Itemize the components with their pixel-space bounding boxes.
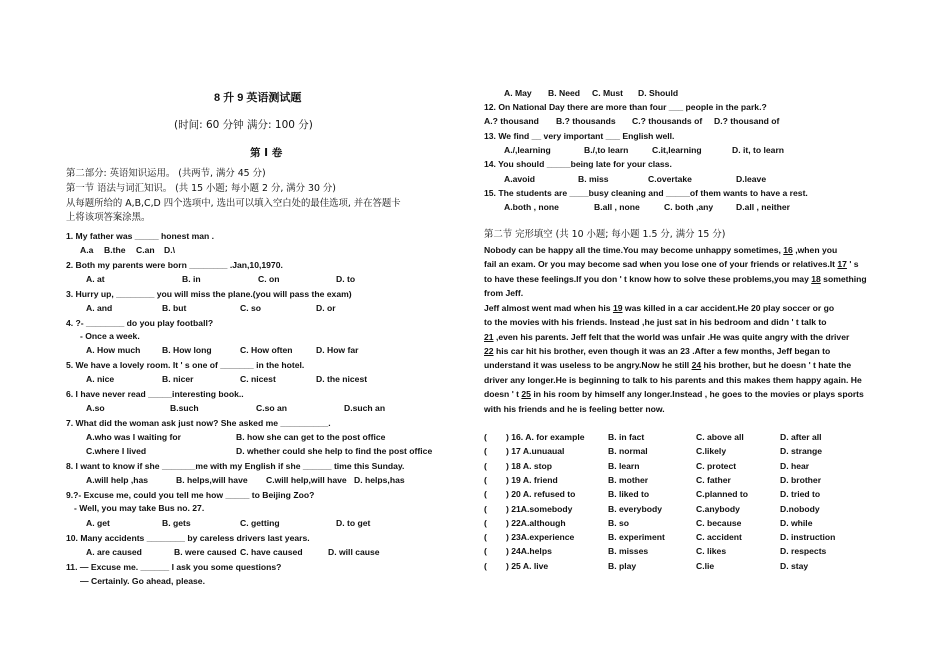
option: B. Need [548,88,580,98]
option: A.? thousand [484,116,539,126]
passage-line: fail an exam. Or you may become sad when you lose one of your friends or relatives.It 17 ' s [484,259,859,269]
option: A.so [86,403,105,413]
time-info: (时间: 60 分钟 满分: 100 分) [174,119,313,131]
option: C.so an [256,403,288,413]
option: D. to get [336,518,371,528]
cloze-item: ) 18 A. stop [506,460,552,471]
cloze-item: ) 20 A. refused to [506,489,576,500]
option: D. stay [780,560,809,571]
cloze-item: ) 21A.somebody [506,503,573,514]
blank-22: 22 [484,346,494,356]
option: C.lie [696,560,715,571]
question-stem: 5. We have a lovely room. It ' s one of _______ in the hotel. [66,360,305,370]
passage-line: 22 his car hit his brother, even though it was an 23 .After a few months, Jeff began to [484,346,831,356]
answer-paren: ( [484,446,487,457]
option: B.such [170,403,199,413]
option: B.the [104,245,126,255]
cloze-item: ) 19 A. friend [506,474,558,485]
option: B. How long [162,345,212,355]
option: D. tried to [780,489,821,500]
question-stem: 13. We find __ very important ___ English well. [484,131,675,141]
blank-19: 19 [612,303,623,313]
answer-paren: ( [484,560,487,571]
option: D. strange [780,446,823,457]
option: C.anybody [696,503,740,514]
passage-line: to have these feelings.If you don ' t know how to solve these problems,you may 18 something [484,274,867,284]
option: A.both , none [504,202,559,212]
instruction-line-2: 上将该项答案涂黑。 [66,212,151,223]
option: A.who was I waiting for [86,432,182,442]
question-stem: 11. — Excuse me. ______ I ask you some questions? [66,562,282,572]
option: B. everybody [608,503,662,514]
question-stem: 8. I want to know if she _______me with my English if she ______ time this Sunday. [66,461,405,471]
option: D. respects [780,546,827,557]
option: D. while [780,517,813,528]
answer-paren: ( [484,489,487,500]
option: B.? thousands [556,116,616,126]
option: B. but [162,303,187,313]
option: B. in fact [608,432,645,442]
answer-paren: ( [484,474,487,485]
question-stem-reply: - Once a week. [80,331,140,341]
option: C. so [240,303,262,313]
answer-paren: ( [484,503,487,514]
option: B. normal [608,446,648,457]
option: C. How often [240,345,293,355]
option: B. learn [608,460,640,471]
question-stem-reply: — Certainly. Go ahead, please. [80,576,205,586]
passage-line: with his friends and he is feeling better now. [484,404,665,414]
option: D. hear [780,460,810,471]
option: C. Must [592,88,624,98]
blank-25: 25 [521,389,531,399]
passage-line: doesn ' t 25 in his room by himself any longer.Instead , he goes to the movies or plays sports [484,389,864,399]
option: D. it, to learn [732,145,785,155]
option: D.all , neither [736,202,790,212]
option: D. after all [780,432,822,442]
option: D.such an [344,403,386,413]
part2-heading: 第二部分: 英语知识运用。 (共两节, 满分 45 分) [66,168,266,179]
answer-paren: ( [484,546,487,557]
option: C.will help,will have [266,475,347,485]
option: C. father [696,474,731,485]
cloze-item: ) 23A.experience [506,532,575,543]
cloze-item: ) 17 A.unuaual [506,446,565,457]
option: C. likes [696,546,727,557]
option: D.? thousand of [714,116,780,126]
blank-24: 24 [691,360,702,370]
option: B. helps,will have [176,475,248,485]
option: A. and [86,303,113,313]
option: B. how she can get to the post office [236,432,386,442]
option: D. instruction [780,532,836,543]
option: A. at [86,274,105,284]
option: D. brother [780,474,822,485]
option: B.all , none [594,202,640,212]
exam-title: 8 升 9 英语测试题 [214,92,302,104]
blank-18: 18 [811,274,821,284]
option: B. gets [162,518,191,528]
cloze-item: ) 22A.although [506,517,566,528]
option: B. mother [608,474,649,485]
question-stem-reply: - Well, you may take Bus no. 27. [74,503,205,513]
option: A.will help ,has [86,475,149,485]
option: C. accident [696,532,742,543]
option: C. nicest [240,374,276,384]
option: A. May [504,88,532,98]
passage-line: Nobody can be happy all the time.You may become unhappy sometimes, 16 ,when you [484,245,838,255]
option: C.planned to [696,489,749,500]
question-stem: 1. My father was _____ honest man . [66,231,215,241]
option: A. nice [86,374,115,384]
option: A./,learning [504,145,551,155]
section1-heading: 第一节 语法与词汇知识。 (共 15 小题; 每小题 2 分, 满分 30 分) [66,183,336,194]
option: C.an [136,245,155,255]
option: A.avoid [504,174,536,184]
option: C. getting [240,518,280,528]
volume-label: 第 Ⅰ 卷 [250,147,283,159]
option: A. How much [86,345,141,355]
option: B./,to learn [584,145,629,155]
question-stem: 9.?- Excuse me, could you tell me how _____ to Beijing Zoo? [66,490,315,500]
answer-paren: ( [484,460,487,471]
option: D.leave [736,174,767,184]
option: B. so [608,517,630,528]
option: A. get [86,518,110,528]
option: B. miss [578,174,609,184]
blank-17: 17 [837,259,847,269]
blank-21: 21 [484,332,494,342]
passage-line: from Jeff. [484,288,524,298]
cloze-item: ) 24A.helps [506,546,552,557]
option: C. above all [696,432,744,442]
option: B. experiment [608,532,665,543]
option: B. nicer [162,374,194,384]
option: A.a [80,245,94,255]
option: A. are caused [86,547,142,557]
section2-heading: 第二节 完形填空 (共 10 小题; 每小题 1.5 分, 满分 15 分) [484,229,726,240]
option: B. play [608,560,637,571]
option: D. will cause [328,547,380,557]
question-stem: 15. The students are ____busy cleaning and _____of them wants to have a rest. [484,188,808,198]
option: C.where I lived [86,446,147,456]
option: D. the nicest [316,374,368,384]
option: C. both ,any [664,202,714,212]
option: C. on [258,274,280,284]
option: C. because [696,517,742,528]
question-stem: 7. What did the woman ask just now? She asked me __________. [66,418,331,428]
question-stem: 14. You should _____being late for your class. [484,159,672,169]
answer-paren: ( [484,532,487,543]
passage-line: Jeff almost went mad when his 19 was killed in a car accident.He 20 play soccer or go [484,303,835,313]
option: D. or [316,303,336,313]
option: D.\ [164,245,175,255]
answer-paren: ( [484,432,487,442]
question-stem: 6. I have never read _____interesting book.. [66,389,244,399]
option: C.likely [696,446,727,457]
option: B. misses [608,546,649,557]
question-stem: 3. Hurry up, ________ you will miss the plane.(you will pass the exam) [66,289,352,299]
option: C.overtake [648,174,692,184]
question-stem: 2. Both my parents were born ________ .Jan,10,1970. [66,260,283,270]
option: D. whether could she help to find the post office [236,446,433,456]
passage-line: to the movies with his friends. Instead ,he just sat in his bedroom and didn ' t talk to [484,317,827,327]
blank-16: 16 [783,245,793,255]
passage-line: understand it was useless to be angry.Now he still 24 his brother, but he doesn ' t hate the [484,360,852,370]
option: C. protect [696,460,737,471]
option: B. were caused [174,547,237,557]
instruction-line-1: 从每题所给的 A,B,C,D 四个选项中, 选出可以填入空白处的最佳选项, 并在答题卡 [66,198,401,209]
question-stem: 4. ?- ________ do you play football? [66,318,214,328]
option: D. to [336,274,356,284]
passage-line: driver any longer.He is beginning to talk to his parents and this makes them happy again. He [484,375,862,385]
question-stem: 10. Many accidents ________ by careless drivers last years. [66,533,310,543]
option: D.nobody [780,503,820,514]
answer-paren: ( [484,517,487,528]
option: D. How far [316,345,359,355]
option: D. helps,has [354,475,405,485]
question-stem: 12. On National Day there are more than four ___ people in the park.? [484,102,767,112]
option: C.? thousands of [632,116,703,126]
cloze-item: ) 25 A. live [506,560,549,571]
option: B. in [182,274,201,284]
option: C. have caused [240,547,303,557]
option: B. liked to [608,489,650,500]
option: D. Should [638,88,679,98]
passage-line: 21 ,even his parents. Jeff felt that the world was unfair .He was quite angry with the driver [484,332,850,342]
option: C.it,learning [652,145,702,155]
cloze-item: ) 16. A. for example [506,432,585,442]
